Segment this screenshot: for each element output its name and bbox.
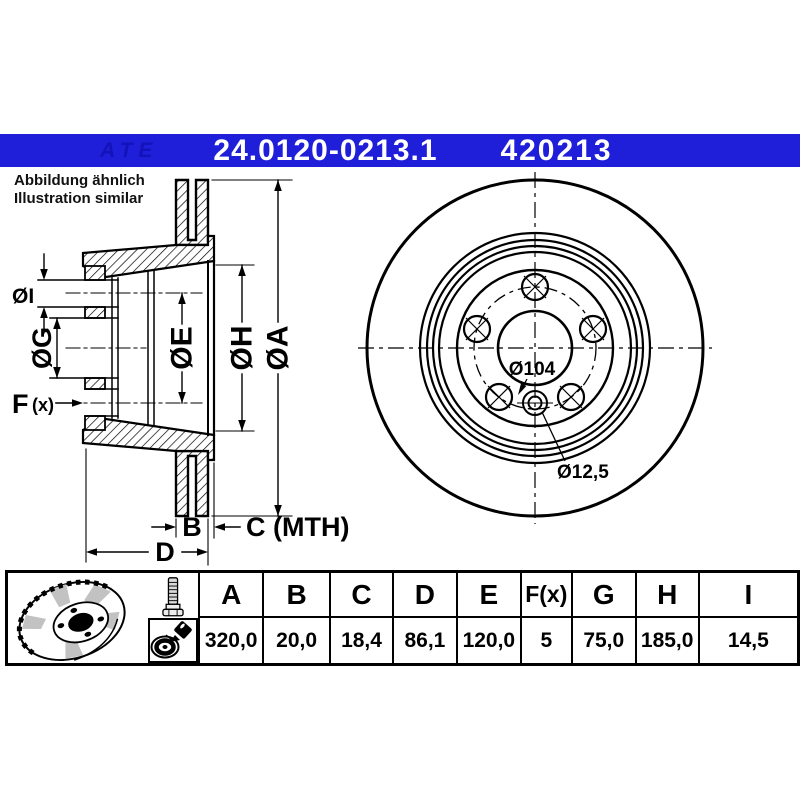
mounting-bolt-icon bbox=[156, 576, 190, 618]
dim-f-label: F bbox=[12, 389, 29, 419]
value-g: 75,0 bbox=[572, 617, 636, 665]
col-header-b: B bbox=[263, 572, 330, 618]
col-header-fx: F(x) bbox=[521, 572, 572, 618]
reference-number: 420213 bbox=[500, 134, 613, 167]
dimension-table bbox=[5, 570, 800, 666]
col-header-c: C bbox=[330, 572, 393, 618]
dim-h bbox=[216, 265, 259, 431]
surface-marking-icon bbox=[148, 618, 198, 663]
dim-bcd bbox=[86, 449, 349, 567]
dim-i-label: ØI bbox=[12, 285, 35, 308]
col-header-g: G bbox=[572, 572, 636, 618]
value-e: 120,0 bbox=[457, 617, 521, 665]
part-number: 24.0120-0213.1 bbox=[213, 134, 438, 167]
dim-d-label: D bbox=[155, 537, 175, 567]
col-header-a: A bbox=[199, 572, 263, 618]
dim-a-label: ØA bbox=[261, 325, 295, 371]
section-view bbox=[12, 180, 349, 567]
front-view bbox=[358, 172, 712, 524]
dim-b-label: B bbox=[182, 512, 202, 542]
dim-g-label: ØG bbox=[27, 326, 57, 370]
dim-f bbox=[12, 389, 83, 419]
value-b: 20,0 bbox=[263, 617, 330, 665]
bolt-circle-label: Ø104 bbox=[508, 359, 556, 380]
table-icon-cell bbox=[7, 572, 200, 665]
col-header-h: H bbox=[636, 572, 699, 618]
dim-h-label: ØH bbox=[225, 325, 259, 371]
value-d: 86,1 bbox=[393, 617, 457, 665]
note-line-en: Illustration similar bbox=[14, 190, 144, 207]
pin-hole-label: Ø12,5 bbox=[557, 462, 609, 483]
value-c: 18,4 bbox=[330, 617, 393, 665]
friction-ring-top bbox=[176, 180, 208, 245]
col-header-i: I bbox=[699, 572, 799, 618]
value-fx: 5 bbox=[521, 617, 572, 665]
dim-c-label: C (MTH) bbox=[246, 512, 350, 542]
note-line-de: Abbildung ähnlich bbox=[14, 172, 145, 189]
value-a: 320,0 bbox=[199, 617, 263, 665]
col-header-d: D bbox=[393, 572, 457, 618]
value-i: 14,5 bbox=[699, 617, 799, 665]
bolt-circle-dim bbox=[509, 359, 556, 395]
ate-logo-watermark: ATE bbox=[100, 139, 159, 162]
front-centerlines bbox=[358, 172, 712, 524]
friction-ring-bottom bbox=[176, 451, 208, 516]
dim-e-label: ØE bbox=[165, 326, 199, 370]
brake-disc-icon bbox=[10, 575, 144, 665]
dim-g bbox=[27, 318, 61, 378]
dim-f-suffix: (x) bbox=[32, 395, 54, 415]
value-h: 185,0 bbox=[636, 617, 699, 665]
dim-i bbox=[12, 254, 48, 333]
dim-e bbox=[166, 293, 199, 403]
col-header-e: E bbox=[457, 572, 521, 618]
